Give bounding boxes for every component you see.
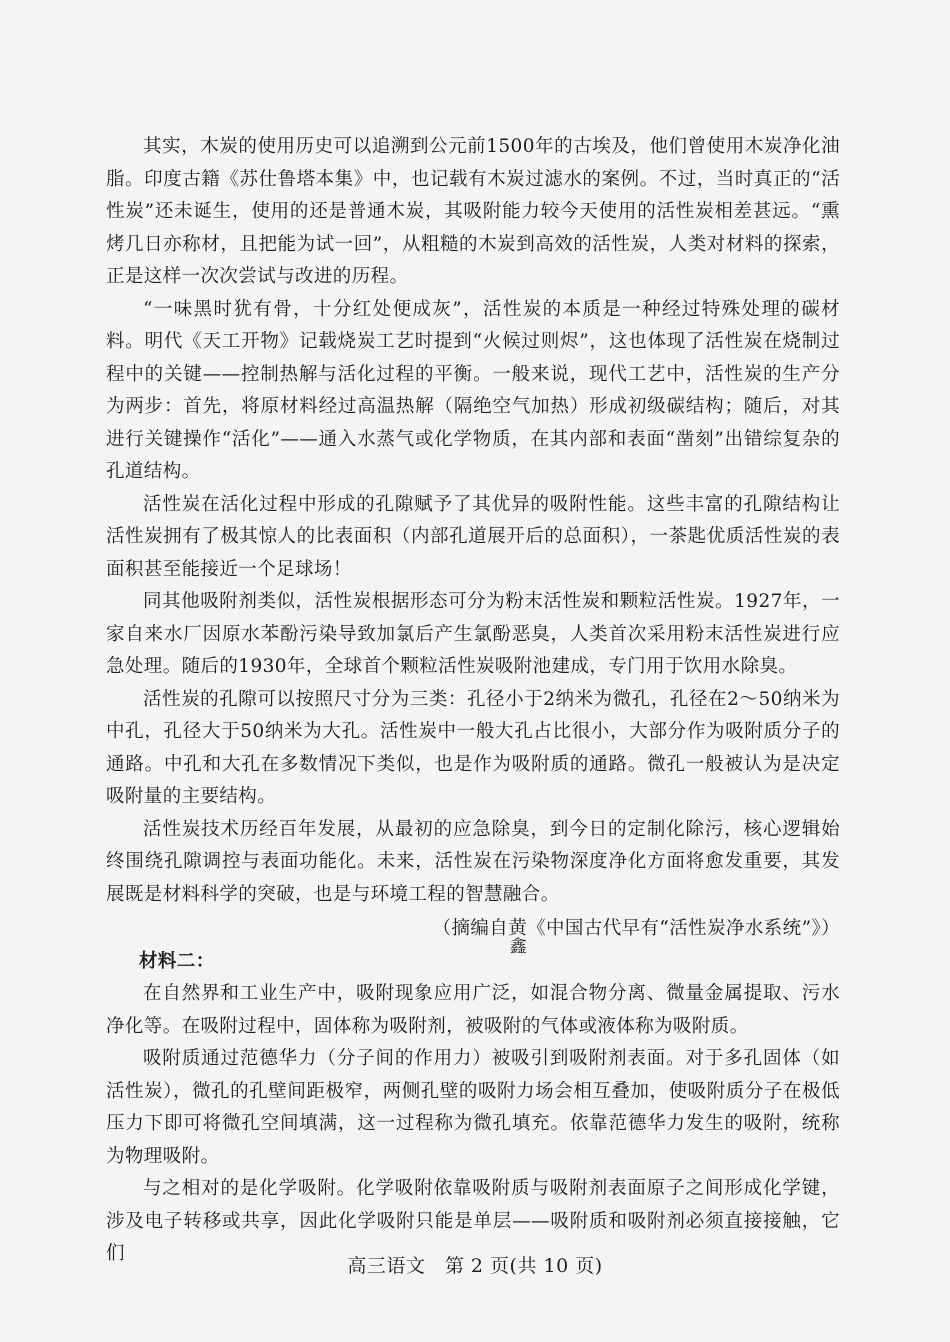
author-lower-char: 鑫 <box>509 937 528 957</box>
paragraph: 其实，木炭的使用历史可以追溯到公元前1500年的古埃及，他们曾使用木炭净化油脂。印度古籍《苏仕鲁塔本集》中，也记载有木炭过滤水的案例。不过，当时真正的“活性炭”还未诞生，使用的还是普通木炭，其吸附能力较今天使用的活性炭相差甚远。“熏烤几日亦称材，且把能为试一回”，从粗糙的木炭到高效的活性炭，人类对材料的探索，正是这样一次次尝试与改进的历程。 <box>106 136 840 287</box>
paragraph: 与之相对的是化学吸附。化学吸附依靠吸附质与吸附剂表面原子之间形成化学键，涉及电子转移或共享，因此化学吸附只能是单层——吸附质和吸附剂必须直接接触，它们 <box>106 1178 840 1264</box>
paragraph: “一味黑时犹有骨，十分红处便成灰”，活性炭的本质是一种经过特殊处理的碳材料。明代《天工开物》记载烧炭工艺时提到“火候过则烬”，这也体现了活性炭在烧制过程中的关键——控制热解与活化过程的平衡。一般来说，现代工艺中，活性炭的生产分为两步：首先，将原材料经过高温热解（隔绝空气加热）形成初级碳结构；随后，对其进行关键操作“活化”——通入水蒸气或化学物质，在其内部和表面“凿刻”出错综复杂的孔道结构。 <box>106 298 840 482</box>
source-author: （摘编自黄 鑫 <box>433 913 528 946</box>
section-title-material-2: 材料二： <box>139 950 215 972</box>
paragraph: 吸附质通过范德华力（分子间的作用力）被吸引到吸附剂表面。对于多孔固体（如活性炭），微孔的孔壁间距极窄，两侧孔壁的吸附力场会相互叠加，使吸附质分子在极低压力下即可将微孔空间填满，这一过程称为微孔填充。依靠范德华力发生的吸附，统称为物理吸附。 <box>106 1048 840 1167</box>
paragraph: 活性炭在活化过程中形成的孔隙赋予了其优异的吸附性能。这些丰富的孔隙结构让活性炭拥有了极其惊人的比表面积（内部孔道展开后的总面积），一茶匙优质活性炭的表面积甚至能接近一个足球场！ <box>106 493 840 580</box>
paragraph: 同其他吸附剂类似，活性炭根据形态可分为粉末活性炭和颗粒活性炭。1927年，一家自来水厂因原水苯酚污染导致加氯后产生氯酚恶臭，人类首次采用粉末活性炭进行应急处理。随后的1930年，全球首个颗粒活性炭吸附池建成，专门用于饮用水除臭。 <box>106 591 840 677</box>
source-title: 《中国古代早有“活性炭净水系统”》） <box>527 918 840 939</box>
paragraph: 在自然界和工业生产中，吸附现象应用广泛，如混合物分离、微量金属提取、污水净化等。在吸附过程中，固体称为吸附剂，被吸附的气体或液体称为吸附质。 <box>106 983 840 1037</box>
source-citation <box>106 913 840 957</box>
page-content <box>106 131 840 1271</box>
page-footer: 高三语文 第 2 页(共 10 页) <box>347 1255 603 1277</box>
paragraph: 活性炭的孔隙可以按照尺寸分为三类：孔径小于2纳米为微孔，孔径在2～50纳米为中孔，孔径大于50纳米为大孔。活性炭中一般大孔占比很小，大部分作为吸附质分子的通路。中孔和大孔在多数情况下类似，也是作为吸附质的通路。微孔一般被认为是决定吸附量的主要结构。 <box>106 688 840 807</box>
paragraph: 活性炭技术历经百年发展，从最初的应急除臭，到今日的定制化除污，核心逻辑始终围绕孔隙调控与表面功能化。未来，活性炭在污染物深度净化方面将愈发重要，其发展既是材料科学的突破，也是与环境工程的智慧融合。 <box>106 818 840 905</box>
